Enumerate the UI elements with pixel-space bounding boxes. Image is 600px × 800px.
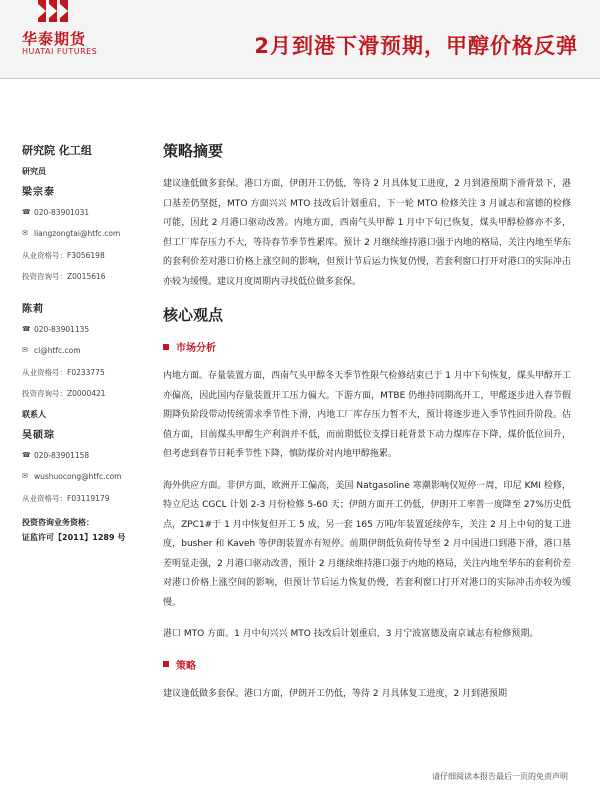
page-header <box>0 0 600 78</box>
contact-phone: ☎ 020-83901158 <box>22 451 90 460</box>
analyst-card <box>22 300 142 409</box>
mto-paragraph: 港口 MTO 方面。1 月中旬兴兴 MTO 技改后计划重启，3 月宁波富德及南京诚志有检修预期。 <box>163 629 539 639</box>
analyst-phone: ☎ 020-83901135 <box>22 325 90 334</box>
summary-heading: 策略摘要 <box>163 142 224 160</box>
mail-icon: ✉ <box>22 472 28 480</box>
analyst-name: 陈莉 <box>22 304 44 315</box>
overseas-paragraph: 海外供应方面。非伊方面，欧洲开工偏高，美国 Natgasoline 寒潮影响仅短停一周，印尼 KMI 检修，特立尼达 CGCL 计划 2-3 月份检修 5-60 天；伊朗方面开工仍低，伊朗开工率普一度降至 27%历史低点，ZPC1#于 1 月中恢复但开工 5 成，另一套 165 万吨/年装置延续停车，关注 2 月上中旬的复工进度，busher 和 Kaveh 等伊朗装置亦有短停。前期伊朗低负荷传导至 2 月中国进口到港下滑，港口基差明显走强，2 月港口驱动改善，预计 2 月继续维持港口强于内地的格局，关注内地至华东的套利价差对港口价格上涨空间的影响，但预计节后运力恢复仍慢，若套利窗口打开对港口的实际冲击亦较为缓慢。 <box>163 480 571 608</box>
contact-card <box>22 426 142 514</box>
contact-label: 联系人 <box>22 410 46 419</box>
analyst-license: 从业资格号：F3056198 <box>22 251 105 260</box>
analyst-card <box>22 183 142 292</box>
phone-icon: ☎ <box>22 325 31 333</box>
analyst-email[interactable]: ✉ liangzongtai@htfc.com <box>22 229 121 238</box>
logo-name-en: HUATAI FUTURES <box>22 47 98 56</box>
logo-mark-icon <box>38 0 68 22</box>
phone-icon: ☎ <box>22 451 31 459</box>
mail-icon: ✉ <box>22 229 28 237</box>
summary-paragraph: 建议逢低做多套保。港口方面，伊朗开工仍低，等待 2 月具体复工进度，2 月到港预期下滑背景下，港口基差仍坚挺，MTO 方面兴兴 MTO 技改后计划重启，下一轮 MTO 检修关注 3 月诚志和富德的检修可能，因此 2 月港口驱动改善。内地方面，西南气头甲醇 1 月中下旬已恢复，煤头甲醇检修亦不多，但工厂库存压力不大，等待春节季节性累库。预计 2 月继续维持港口强于内地的格局，关注内地至华东的套利价差对港口价格上涨空间的影响，但预计节后运力恢复仍慢，若套利窗口打开对港口的实际冲击亦较为缓慢。建议月度周期内寻找低位做多套保。 <box>163 179 571 287</box>
strategy-heading: 策略 <box>163 657 571 672</box>
header-divider <box>0 78 600 79</box>
analyst-name: 梁宗泰 <box>22 187 55 198</box>
market-analysis-heading: 市场分析 <box>163 339 571 354</box>
mail-icon: ✉ <box>22 346 28 354</box>
logo-name-cn: 华泰期货 <box>22 30 87 48</box>
core-heading: 核心观点 <box>163 306 224 324</box>
phone-icon: ☎ <box>22 208 31 216</box>
analyst-advisory: 投资咨询号：Z0000421 <box>22 389 106 398</box>
qualification-line: 投资咨询业务资格： <box>22 518 94 527</box>
analyst-phone: ☎ 020-83901031 <box>22 208 90 217</box>
report-title: 2月到港下滑预期，甲醇价格反弹 <box>254 34 578 58</box>
inland-paragraph: 内地方面。存量装置方面，西南气头甲醇冬天季节性限气检修结束已于 1 月中下旬恢复，煤头甲醇开工亦偏高，因此国内存量装置开工压力偏大。下游方面，MTBE 仍维持同期高开工，甲醛逐步进入春节假期降负阶段带动传统需求季节性下滑，内地工厂库存压力暂不大，预计将逐步进入季节性回升阶段。估值方面，目前煤头甲醇生产利润并不低，而前期低位支撑日耗背景下动力煤库存下降，煤价低位回升，但考虑到春节日耗季节性下降，慎防煤价对内地甲醇拖累。 <box>163 371 571 459</box>
contact-email[interactable]: ✉ wushuocong@htfc.com <box>22 472 122 481</box>
analyst-sidebar <box>22 142 142 544</box>
main-content <box>163 140 571 716</box>
analyst-email[interactable]: ✉ cl@htfc.com <box>22 346 81 355</box>
contact-name: 吴硕琮 <box>22 430 55 441</box>
license-number: 证监许可【2011】1289 号 <box>22 533 126 542</box>
strategy-paragraph: 建议逢低做多套保。港口方面，伊朗开工仍低，等待 2 月具体复工进度，2 月到港预期 <box>163 688 508 699</box>
section-bullet-icon <box>163 661 169 667</box>
analyst-advisory: 投资咨询号：Z0015616 <box>22 272 106 281</box>
researchers-label: 研究员 <box>22 167 46 176</box>
company-logo <box>22 0 102 60</box>
contact-license: 从业资格号：F03119179 <box>22 494 110 503</box>
section-bullet-icon <box>163 344 169 350</box>
footer-disclaimer: 请仔细阅读本报告最后一页的免责声明 <box>432 772 568 781</box>
department-label: 研究院 化工组 <box>22 144 92 157</box>
analyst-license: 从业资格号：F0233775 <box>22 368 105 377</box>
